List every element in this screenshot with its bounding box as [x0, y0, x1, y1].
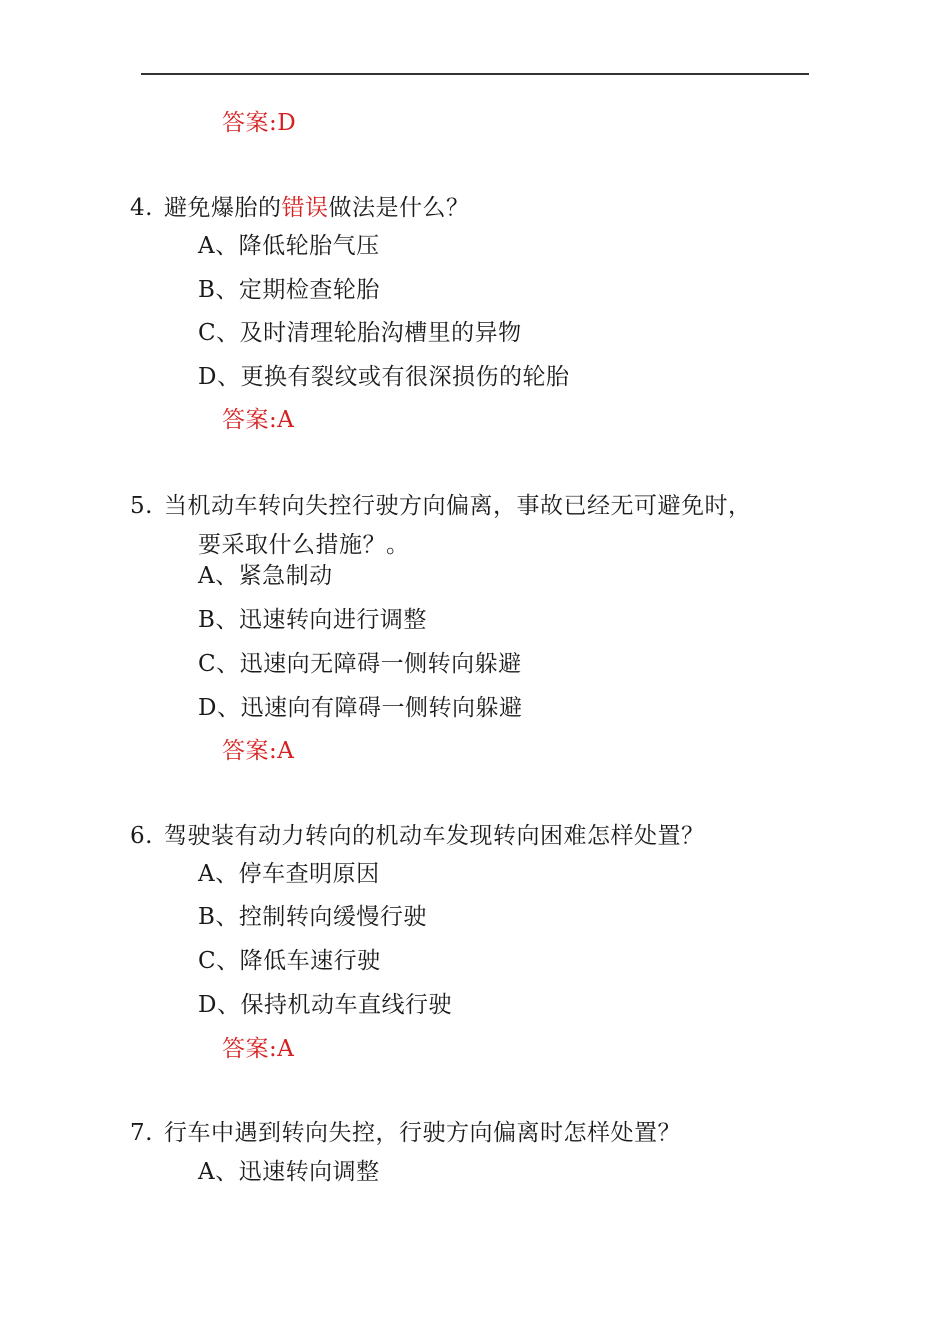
option-4a: A、降低轮胎气压 — [198, 233, 380, 259]
question-number: 4. — [130, 195, 153, 221]
option-5c: C、迅速向无障碍一侧转向躲避 — [198, 651, 522, 677]
question-text-end: 做法是什么？ — [328, 195, 470, 221]
answer-q4: 答案:A — [222, 407, 295, 433]
question-number: 6. — [130, 823, 153, 849]
option-6d: D、保持机动车直线行驶 — [198, 992, 452, 1018]
option-5d: D、迅速向有障碍一侧转向躲避 — [198, 695, 523, 721]
question-text: 行车中遇到转向失控，行驶方向偏离时怎样处置？ — [164, 1120, 681, 1146]
question-text: 避免爆胎的 — [164, 195, 282, 221]
option-4b: B、定期检查轮胎 — [198, 277, 380, 303]
question-7 — [130, 1118, 681, 1148]
option-5b: B、迅速转向进行调整 — [198, 607, 427, 633]
question-4 — [130, 193, 470, 223]
question-5 — [130, 491, 752, 521]
header-rule — [141, 73, 809, 75]
answer-q3: 答案:D — [222, 110, 297, 136]
question-text: 当机动车转向失控行驶方向偏离，事故已经无可避免时， — [164, 493, 752, 519]
question-text: 驾驶装有动力转向的机动车发现转向困难怎样处置？ — [164, 823, 705, 849]
option-5a: A、紧急制动 — [198, 563, 333, 589]
option-4d: D、更换有裂纹或有很深损伤的轮胎 — [198, 364, 570, 390]
answer-q6: 答案:A — [222, 1036, 295, 1062]
question-number: 7. — [130, 1120, 153, 1146]
option-6a: A、停车查明原因 — [198, 861, 380, 887]
question-highlight: 错误 — [281, 195, 329, 221]
question-5-continued: 要采取什么措施？。 — [198, 532, 410, 558]
option-7a: A、迅速转向调整 — [198, 1159, 380, 1185]
option-6c: C、降低车速行驶 — [198, 948, 381, 974]
question-6 — [130, 821, 705, 851]
option-4c: C、及时清理轮胎沟槽里的异物 — [198, 320, 522, 346]
question-number: 5. — [130, 493, 153, 519]
option-6b: B、控制转向缓慢行驶 — [198, 904, 427, 930]
answer-q5: 答案:A — [222, 738, 295, 764]
